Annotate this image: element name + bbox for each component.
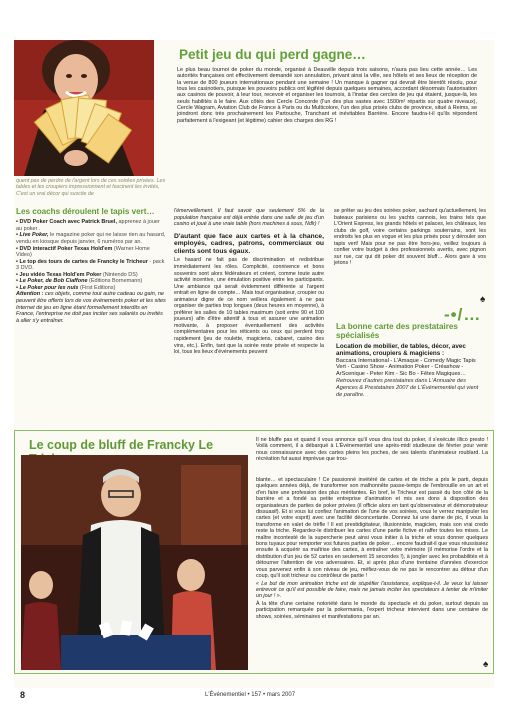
decorative-dashes: -•/… [444,305,482,324]
coach-item-title: • DVD interactif Poker Texas Hold'em [16,245,113,252]
photo-woman-with-cards [14,40,154,176]
prestataires-block [336,343,486,398]
coach-item [16,219,166,232]
page-number: 8 [20,690,26,700]
bottom-headline: Le coup de bluff de Francky Le [29,438,214,452]
bottom-body-column [256,477,488,620]
top-article [177,47,477,124]
bottom-closing: À la tête d'une certaine notoriété dans le monde du spectacle et du poker, surtout depuis sa participation remarquée par la pokermania, l'expert tricheur intervient dans une centaine de shows, soirées, séminaires et manifestations par an. [256,600,488,620]
coach-item-title: • Le Poker pour les nuls [16,284,79,291]
attention-label: Attention : [16,291,44,298]
loc-note: Retrouvez d'autres prestataires dans L'Annuaire des Agences & Prestataires 2007 de L'Événementiel qui vient de paraître. [336,378,479,398]
coach-item-desc: (Editions Bornemann) [89,278,143,285]
top-article-body: Le plus beau tournoi de poker du monde, organisé à Deauville depuis trois saisons, n'aura pas lieu cette année… Les autorités françaises ont effectivement demandé son annulation, privant ainsi la ville, ses hôtels et ses lieux de réception de la venue de 800 joueurs internationaux pendant une semaine ! Un manque à gagner qui devrait être bientôt résolu, pour tous les casinotiers, puisque les pouvoirs publics ont légiféré depuis quelques semaines, accordant désormais l'autorisation aux casinos de pouvoir, à leur tour, recevoir et organiser les tournois, à l'instar des cercles de jeu qui étaient, jusque-là, les seuls habilités à le faire. Aux côtés des Cercle Concorde (l'un des plus vastes avec 1500m² répartis sur quatre niveaux), Cercle Wagram, Aviation Club de France à Paris ou du Multicolore, l'un des plus prisés clubs de province, situé à Reims, se joindront donc très prochainement les Partouche, Tranchant et inévitables Barrière. Encore faudra-t-il qu'ils répondent parfaitement à l'exigeant (et légitime) cahier des charges des RG ! [177,67,477,124]
coach-item [16,246,166,259]
photo-woman-graphic [14,40,154,176]
top-article-headline: Petit jeu du qui perd gagne… [179,47,366,62]
photo-caption: quent pas de perdre de l'argent lors de ces soirées privées. Les tables et les croupiers impressionnent et fascinent les invités, C'est un vrai décor qui suscite de [16,178,166,197]
magazine-page [14,40,494,688]
coach-item-title: • Jeu vidéo Texas Hold'em Poker [16,271,102,278]
loc-heading: Location de mobilier, de tables, décor, avec animations, croupiers & magiciens : [336,343,466,358]
coachs-heading: Les coachs déroulent le tapis vert… [16,206,155,216]
coach-item-title: • Live Poker, [16,232,49,239]
bottom-intro: Il ne bluffe pas et quand il vous annonce qu'il vous dira tout du poker, il s'exécute illico presto ! Voilà comment, il a débarqué à L'Événementiel une après-midi studieuse de février pour venir nous connaissance avec des cartes pleins les poches, de ses talents d'animateur roublard. La récréation fut aussi imprévue que trou- [256,437,488,463]
right-column [334,208,486,267]
mid-quote: l'émerveillement. Il faut savoir que seulement 5% de la population française est déjà entrée dans une salle de jeu d'un casino et joué à une vraie table (hors machines à sous, Ndlr) ! [174,208,324,228]
coach-item-desc: le magazine poker qui ne laisse rien au hasard, vendu en kiosque depuis janvier, 6 numéros par an. [16,232,166,246]
mid-body: Le hasard ne fait pas de discrimination et redistribue immédiatement les rôles. Complicité, connivence et bons souvenirs sont alors fédérateurs et créent, comme toute autre activité incentive, une émulation positive entre les participants. Une ambiance qui serait évidemment différente si l'argent entrait en ligne de compte… Mais tout organisateur, croupier ou animateur digne de ce nom veillera également à ne pas organiser de parties trop longues (deux heures en moyenne), à préférer les salles de 10 tables maximum (soit entre 90 et 100 joueurs) afin d'être attentif à tous et assurer une animation motivante, à proposer éventuellement des activités complémentaires pour les réticents ou ceux qui perdent trop rapidement (jeu de roulette, magiciens, cabaret, casino des vins, etc.). Enfin, tant que la soirée reste privée et respecte la loi, tous les lieux d'événements peuvent [174,257,324,356]
mid-lead: D'autant que face aux cartes et à la chance, employés, cadres, patrons, commerciaux ou clients sont tous égaux. [174,232,324,255]
attention-text: ces objets, comme tout autre cadeau ou gain, ne peuvent être offerts lors de vos événements poker et les sites Internet de jeu en ligne étant formellement interdits en France, l'entreprise ne doit pas inciter ses salariés ou invités à aller s'y entraîner. [16,291,166,324]
prestataires-heading: La bonne carte des prestataires spécialisés [336,322,458,341]
bottom-intro-column [256,437,488,463]
middle-column [174,208,324,356]
right-body: se prêter au jeu des soirées poker, sachant qu'actuellement, les bateaux parisiens ou les yachts cannois, les trains tels que L'Orient Express, les grands hôtels et palaces, les châteaux, les clubs de golf, voire certains parkings souterrains, sont les endroits les plus en vogue et les plus prisés pour y dérouler son tapis vert! Mais pour ne pas être hors-jeu, veillez toujours à confier votre budget à des professionnels avertis, avec pignon sur rue, car qui dit poker dit souvent bluff… Alors gare à vos jetons ! [334,208,486,267]
coach-item-desc: - pack 3 DVD. [16,258,165,272]
coach-item [16,232,166,245]
bottom-body: blante… et spectaculaire ! Ce passionné invétéré de cartes et de triche a pris le parti, depuis quelques années déjà, de transformer son malhonnête passe-temps de l'embrouille en un art et d'en faire une profession des plus méritantes. En bref, le Tricheur est passé du bon côté de la barrière et a fondé sa petite entreprise d'animation et mis ses dons à disposition des organisateurs de parties de poker privées (il officie alors en tant qu'observateur et démonstrateur dissuasif). Et si vous lui confiez l'animation de l'une de vos soirées, vous le verrez manipuler les cartes (et votre esprit) avec une facilité déconcertante. Donnez lui une dame de pic, il vous la transforme en valet de trèfle ! Il est prestidigitateur, illusionniste, magicien, mais son vrai credo reste la triche. Regardez-le distribuer les cartes d'une partie fictive et raffer toutes les mises. Le maître incontesté de la supercherie peut ainsi vous initier à la triche et vous donner quelques bons tuyaux pour remporter vos futures parties de poker… encore faudrait-il que vous réussissiez ensuite à acquérir sa maîtrise des cartes, à entraîner votre mémoire (il mémorise l'ordre et la distribution d'un jeu de 52 cartes en seulement 15 secondes !), à jongler avec les probabilités et à détourner l'attention de vos adversaires. Et, si après plus d'une trentaine d'années d'exercice vous parvenez enfin à son niveau de jeu, méfiez-vous de ne pas le rencontrer au détour d'un coup, qu'il soit tricheur ou contrôleur de partie ! [256,477,488,580]
coach-item-desc: (First Editions) [79,284,116,291]
coach-item-title: • Le Poker, de Bob Ciaffone [16,278,88,285]
coach-item-title: • Le top des tours de cartes de Francky le Tricheur [16,258,148,265]
spade-icon: ♠ [480,294,486,305]
bottom-article-box [14,430,494,674]
page-footer [0,688,508,708]
coach-item-desc: apprenez à jouer au poker . [16,219,160,232]
photo-tricheur-graphic [21,455,248,670]
coach-item-desc: (Nintendo DS) [102,271,138,278]
attention-note [16,291,166,324]
coach-item [16,259,166,272]
publication-info: L'Événementiel • 157 • mars 2007 [205,692,296,698]
spade-icon: ♠ [483,659,489,670]
coach-item-title: • DVD Poker Coach avec Patrick Bruel, [16,219,117,226]
left-column [16,178,166,324]
photo-francky-tricheur [21,455,248,670]
bottom-quote: « Le but de mon animation triche est de stupéfier l'assistance, explique-t-il. Je veux lui laisser entrevoir ce qu'il est possible de faire, mais ne jamais inciter les spectateurs à tenter de m'imiter un jour ! ». [256,580,488,600]
coach-item-desc: (Warner Home Video) [16,245,150,259]
loc-list: Baccara International - L'Amaque - Comedy Magic Tapis Vert - Casino Show - Animation Poker - Créashow - ArScenique - Peter Kim - Sic Bo - Fêtes Magiques… [336,357,476,377]
